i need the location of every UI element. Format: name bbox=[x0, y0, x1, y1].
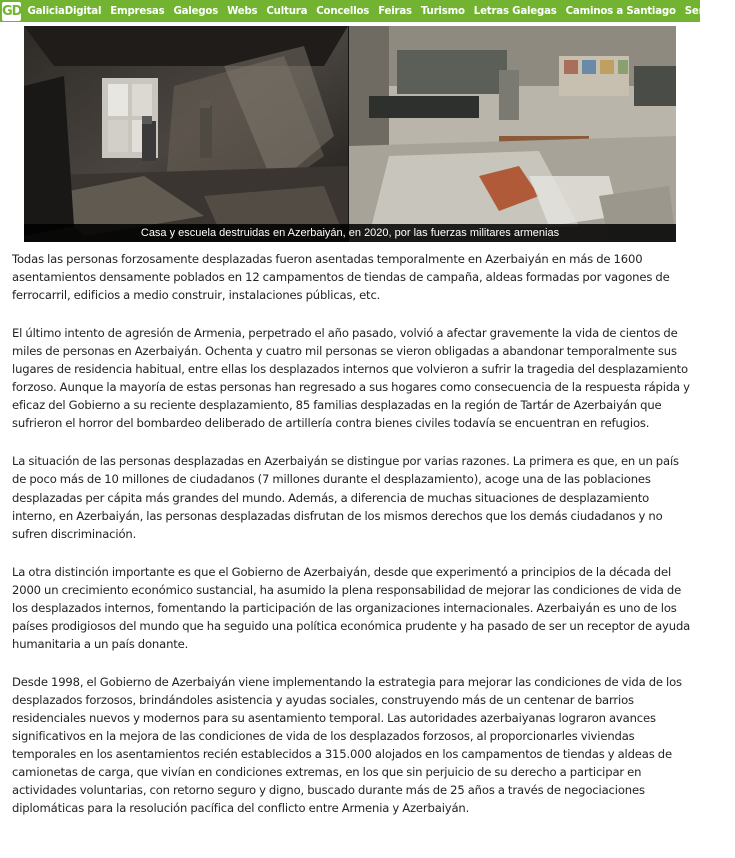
nav-item-empresas[interactable]: Empresas bbox=[110, 5, 165, 17]
article-paragraph: Todas las personas forzosamente desplazadas fueron asentadas temporalmente en Azerbaiyán en más de 1600 asentamientos densamente poblados en 12 campamentos de tiendas de campaña, aldeas formadas por vagones de ferrocarril, edificios a medio construir, instalaciones públicas, etc. bbox=[12, 252, 670, 303]
nav-item-caminos-a-santiago[interactable]: Caminos a Santiago bbox=[565, 5, 676, 17]
article-paragraph: Desde 1998, el Gobierno de Azerbaiyán viene implementando la estrategia para mejorar las condiciones de vida de los desplazados forzosos, brindándoles asistencia y ayudas sociales, construyendo más de un centenar de barrios residenciales nuevos y modernos para su asentamiento temporal. Las autoridades azerbaiyanas lograron avances significativos en la mejora de las condiciones de vida de los desplazados forzosos, al proporcionarles viviendas temporales en los asentamientos recién establecidos a 315.000 alojados en los campamentos de tiendas y aldeas de camionetas de carga, que vivían en condiciones extremas, en los que sin perjuicio de su derecho a participar en actividades voluntarias, con retorno seguro y digno, buscado durante más de 25 años a través de negociaciones diplomáticas para la resolución pacífica del conflicto entre Armenia y Azerbaiyán. bbox=[12, 674, 682, 816]
nav-item-webs[interactable]: Webs bbox=[227, 5, 258, 17]
article-paragraph: La otra distinción importante es que el Gobierno de Azerbaiyán, desde que experimentó a principios de la década del 2000 un crecimiento económico sustancial, ha asumido la plena responsabilidad de mejorar las condiciones de vida de los desplazados internos, fomentando la participación de las organizaciones internacionales. Azerbaiyán es uno de los países prodigiosos del mundo que ha seguido una política económica prudente y ha pasado de ser un receptor de ayuda humanitaria a un país donante. bbox=[12, 564, 691, 651]
destroyed-school-photo bbox=[349, 26, 676, 242]
article-body bbox=[12, 250, 692, 837]
site-logo-text: GD bbox=[2, 3, 22, 19]
nav-item-servicios[interactable]: Servicios bbox=[684, 5, 735, 17]
article-paragraph: El último intento de agresión de Armenia, perpetrado el año pasado, volvió a afectar gravemente la vida de cientos de miles de personas en Azerbaiyán. Ochenta y cuatro mil personas se vieron obligadas a abandonar temporalmente sus lugares de residencia habitual, entre ellas los desplazados internos que volvieron a sufrir la tragedia del desplazamiento forzoso. Aunque la mayoría de estas personas han regresado a sus hogares como consecuencia de la respuesta rápida y eficaz del Gobierno a su reciente desplazamiento, 85 familias desplazadas en la región de Tartár de Azerbaiyán que sufrieron el horror del bombardeo deliberado de artillería contra bienes civiles todavía se encuentran en refugios. bbox=[12, 326, 690, 431]
nav-item-cultura[interactable]: Cultura bbox=[266, 5, 308, 17]
nav-item-feiras[interactable]: Feiras bbox=[378, 5, 412, 17]
article-paragraph: La situación de las personas desplazadas en Azerbaiyán se distingue por varias razones. La primera es que, en un país de poco más de 10 millones de ciudadanos (7 millones durante el desplazamiento), acoge una de las poblaciones desplazadas per cápita más grandes del mundo. Además, a diferencia de muchas situaciones de desplazamiento interno, en Azerbaiyán, las personas desplazadas disfrutan de los mismos derechos que los demás ciudadanos y no sufren discriminación. bbox=[12, 454, 679, 541]
destroyed-house-photo bbox=[24, 26, 348, 242]
top-nav-bar bbox=[0, 0, 735, 22]
nav-item-concellos[interactable]: Concellos bbox=[316, 5, 370, 17]
nav-item-galegos[interactable]: Galegos bbox=[173, 5, 219, 17]
nav-item-galiciadigital[interactable]: GaliciaDigital bbox=[27, 5, 102, 17]
hero-image bbox=[24, 26, 676, 242]
nav-item-turismo[interactable]: Turismo bbox=[420, 5, 465, 17]
site-logo[interactable] bbox=[2, 2, 21, 21]
nav-item-letras-galegas[interactable]: Letras Galegas bbox=[473, 5, 557, 17]
image-caption: Casa y escuela destruidas en Azerbaiyán, en 2020, por las fuerzas militares armenias bbox=[24, 224, 676, 242]
